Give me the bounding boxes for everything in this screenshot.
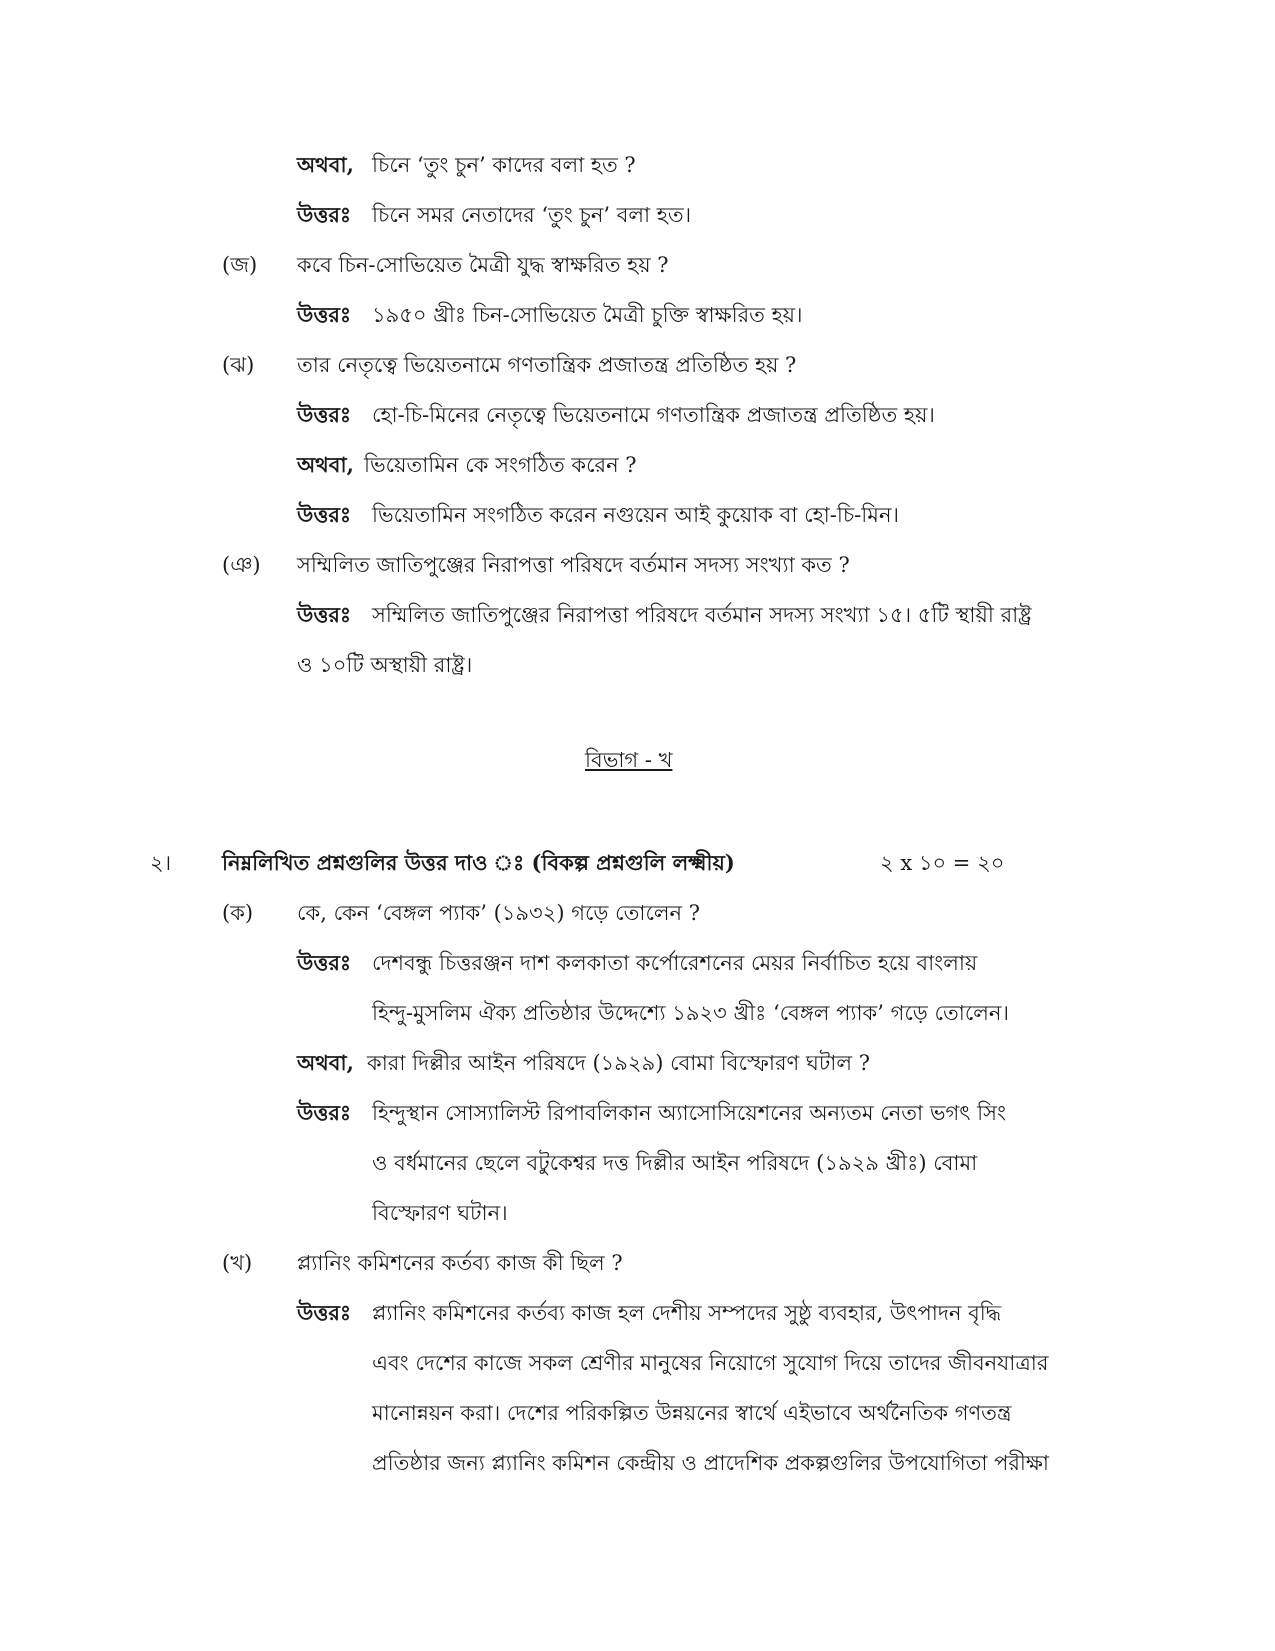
alternative-question: কারা দিল্লীর আইন পরিষদে (১৯২৯) বোমা বিস্ফোরণ ঘটাল ? [367,1051,870,1075]
answer-text: সম্মিলিত জাতিপুঞ্জের নিরাপত্তা পরিষদে বর্তমান সদস্য সংখ্যা ১৫। ৫টি স্থায়ী রাষ্ট্র [372,603,1032,627]
or-label: অথবা, [297,452,354,477]
or-label: অথবা, [297,1050,354,1075]
answer-label: উত্তরঃ [297,1300,352,1325]
answer-text: প্ল্যানিং কমিশনের কর্তব্য কাজ হল দেশীয় সম্পদের সুষ্ঠু ব্যবহার, উৎপাদন বৃদ্ধি [372,1301,1002,1325]
question-number: (জ) [222,253,258,277]
answer-label: উত্তরঃ [297,950,352,975]
answer-label: উত্তরঃ [297,202,352,227]
answer-text-continued: মানোন্নয়ন করা। দেশের পরিকল্পিত উন্নয়নের স্বার্থে এইভাবে অর্থনৈতিক গণতন্ত্র [372,1401,1012,1425]
section-heading: বিভাগ - খ [585,748,673,772]
answer-text: হিন্দুস্থান সোস্যালিস্ট রিপাবলিকান অ্যাসোসিয়েশনের অন্যতম নেতা ভগৎ সিং [372,1101,1007,1125]
answer-text-continued: প্রতিষ্ঠার জন্য প্ল্যানিং কমিশন কেন্দ্রীয় ও প্রাদেশিক প্রকল্পগুলির উপযোগিতা পরীক্ষা [372,1451,1050,1475]
question-number: (খ) [222,1251,253,1275]
alternative-question: ভিয়েতামিন কে সংগঠিত করেন ? [364,453,637,477]
answer-label: উত্তরঃ [297,502,352,527]
alternative-question: চিনে ‘তুং চুন’ কাদের বলা হত ? [372,153,636,177]
question-text: কবে চিন-সোভিয়েত মৈত্রী যুদ্ধ স্বাক্ষরিত হয় ? [297,253,669,277]
answer-text-continued: বিস্ফোরণ ঘটান। [372,1201,508,1225]
answer-label: উত্তরঃ [297,402,352,427]
or-label: অথবা, [297,152,354,177]
marks: ২ x ১০ = ২০ [880,851,1005,875]
answer-text-continued: হিন্দু-মুসলিম ঐক্য প্রতিষ্ঠার উদ্দেশ্যে ১৯২৩ খ্রীঃ ‘বেঙ্গল প্যাক’ গড়ে তোলেন। [372,1001,1009,1025]
question-number: (ঞ) [222,553,261,577]
question-text: সম্মিলিত জাতিপুঞ্জের নিরাপত্তা পরিষদে বর্তমান সদস্য সংখ্যা কত ? [297,553,850,577]
question-text: প্ল্যানিং কমিশনের কর্তব্য কাজ কী ছিল ? [297,1251,623,1275]
answer-text: হো-চি-মিনের নেতৃত্বে ভিয়েতনামে গণতান্ত্রিক প্রজাতন্ত্র প্রতিষ্ঠিত হয়। [372,403,935,427]
question-number: ২। [150,851,172,875]
question-title: নিম্নলিখিত প্রশ্নগুলির উত্তর দাও ঃ (বিকল্প প্রশ্নগুলি লক্ষ্মীয়) [222,850,735,875]
answer-label: উত্তরঃ [297,302,352,327]
answer-label: উত্তরঃ [297,1100,352,1125]
answer-text: ১৯৫০ খ্রীঃ চিন-সোভিয়েত মৈত্রী চুক্তি স্বাক্ষরিত হয়। [372,303,803,327]
question-number: (ক) [222,901,254,925]
question-text: তার নেতৃত্বে ভিয়েতনামে গণতান্ত্রিক প্রজাতন্ত্র প্রতিষ্ঠিত হয় ? [297,353,797,377]
answer-text-continued: এবং দেশের কাজে সকল শ্রেণীর মানুষের নিয়োগে সুযোগ দিয়ে তাদের জীবনযাত্রার [372,1351,1049,1375]
answer-text: চিনে সমর নেতাদের ‘তুং চুন’ বলা হত। [372,203,692,227]
answer-label: উত্তরঃ [297,602,352,627]
answer-text-continued: ও ১০টি অস্থায়ী রাষ্ট্র। [297,653,473,677]
answer-text-continued: ও বর্ধমানের ছেলে বটুকেশ্বর দত্ত দিল্লীর আইন পরিষদে (১৯২৯ খ্রীঃ) বোমা [372,1151,978,1175]
answer-text: দেশবন্ধু চিত্তরঞ্জন দাশ কলকাতা কর্পোরেশনের মেয়র নির্বাচিত হয়ে বাংলায় [372,951,978,975]
question-text: কে, কেন ‘বেঙ্গল প্যাক’ (১৯৩২) গড়ে তোলেন ? [297,901,701,925]
answer-text: ভিয়েতামিন সংগঠিত করেন নগুয়েন আই কুয়োক বা হো-চি-মিন। [372,503,899,527]
question-number: (ঝ) [222,353,255,377]
